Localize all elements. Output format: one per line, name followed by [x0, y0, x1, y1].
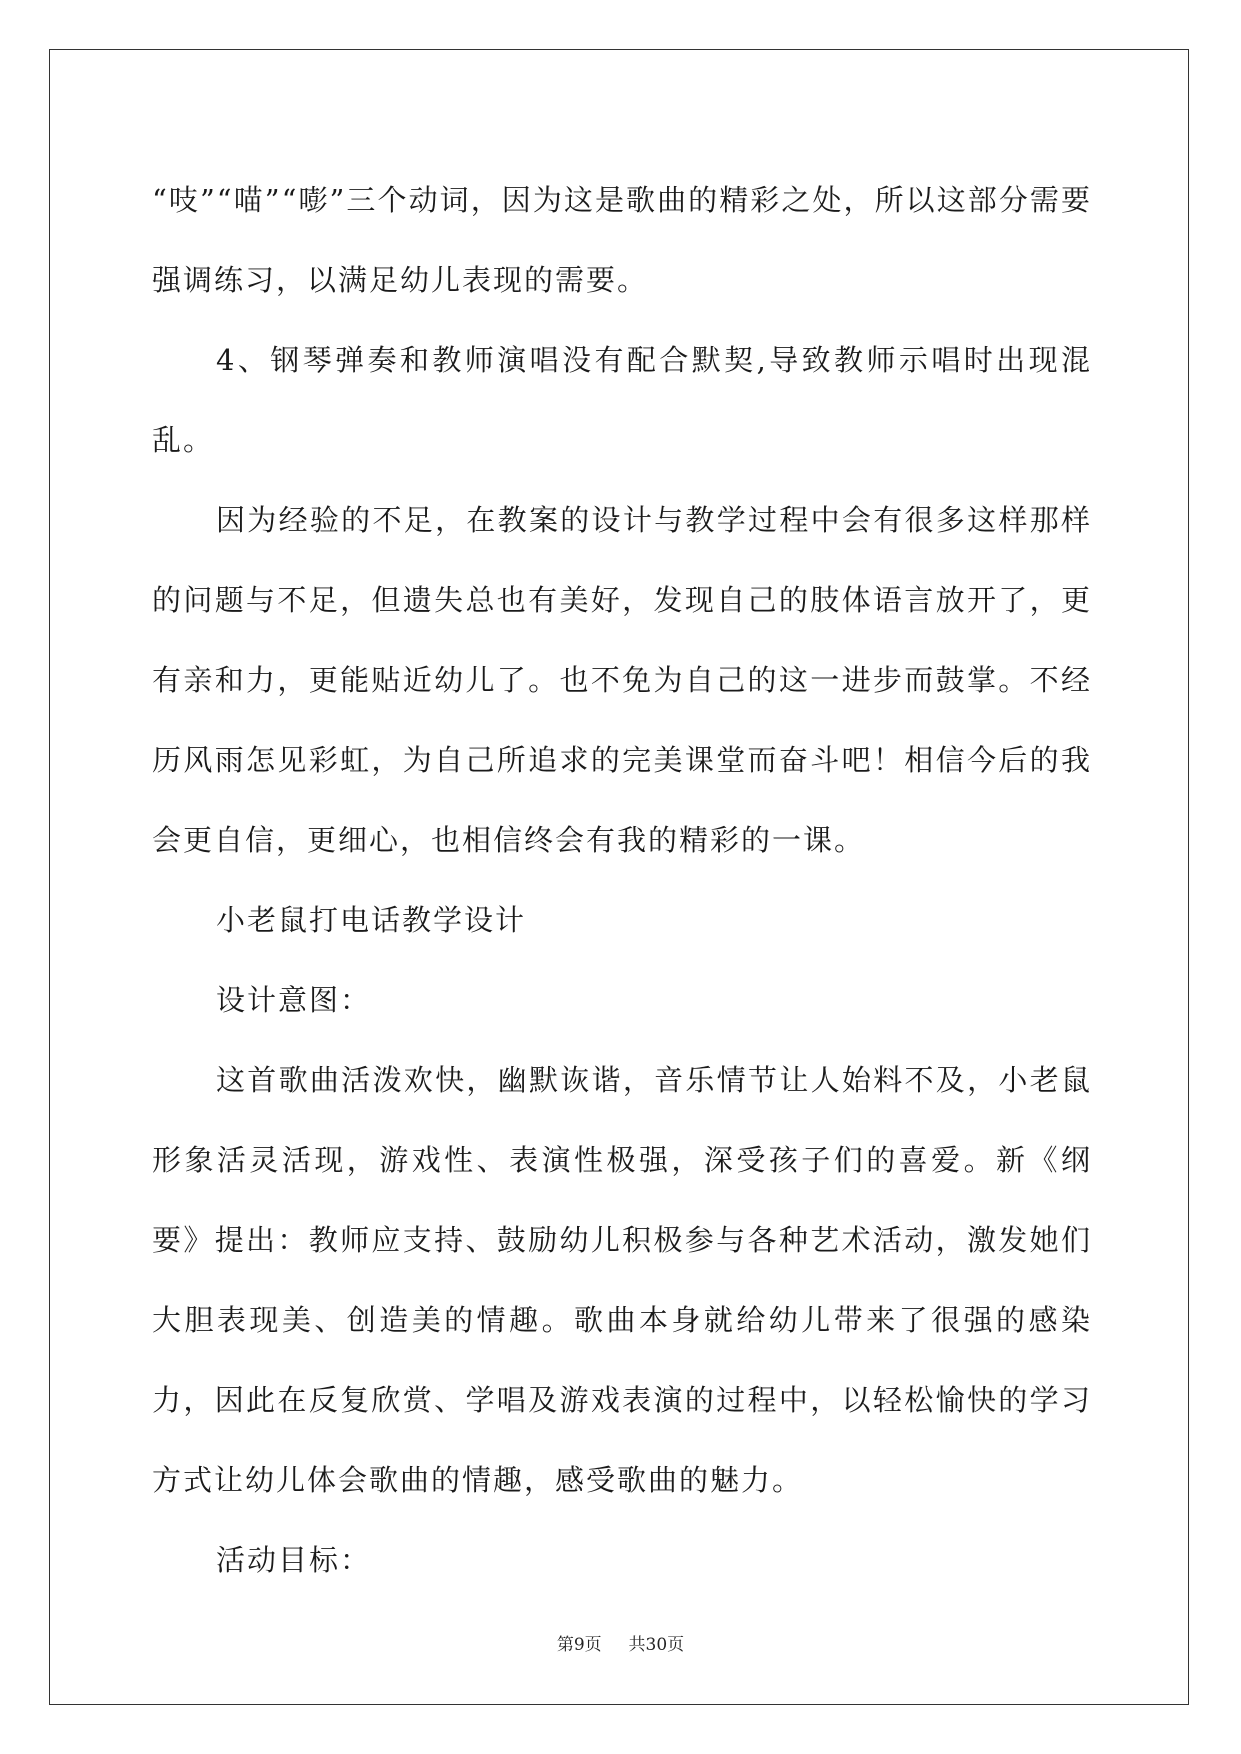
subheading: 设计意图： [216, 983, 372, 1017]
paragraph: “吱”“喵”“嘭”三个动词，因为这是歌曲的精彩之处，所以这部分需要强调练习，以满足幼儿表现的需要。 [152, 183, 1092, 297]
page-total: 共30页 [628, 1635, 685, 1655]
page-number: 第9页 [556, 1635, 602, 1655]
paragraph: 因为经验的不足，在教案的设计与教学过程中会有很多这样那样的问题与不足，但遗失总也有美好，发现自己的肢体语言放开了，更有亲和力，更能贴近幼儿了。也不免为自己的这一进步而鼓掌。不经历风雨怎见彩虹，为自己所追求的完美课堂而奋斗吧！相信今后的我会更自信，更细心，也相信终会有我的精彩的一课。 [152, 503, 1092, 857]
section-heading: 小老鼠打电话教学设计 [216, 903, 527, 937]
paragraph: 4、钢琴弹奏和教师演唱没有配合默契,导致教师示唱时出现混乱。 [152, 343, 1092, 457]
paragraph: 这首歌曲活泼欢快，幽默诙谐，音乐情节让人始料不及，小老鼠形象活灵活现，游戏性、表演性极强，深受孩子们的喜爱。新《纲要》提出：教师应支持、鼓励幼儿积极参与各种艺术活动，激发她们大胆表现美、创造美的情趣。歌曲本身就给幼儿带来了很强的感染力，因此在反复欣赏、学唱及游戏表演的过程中，以轻松愉快的学习方式让幼儿体会歌曲的情趣，感受歌曲的魅力。 [152, 1063, 1092, 1497]
document-body [152, 160, 1092, 1600]
page-footer [0, 1630, 1241, 1655]
subheading: 活动目标： [216, 1543, 372, 1577]
